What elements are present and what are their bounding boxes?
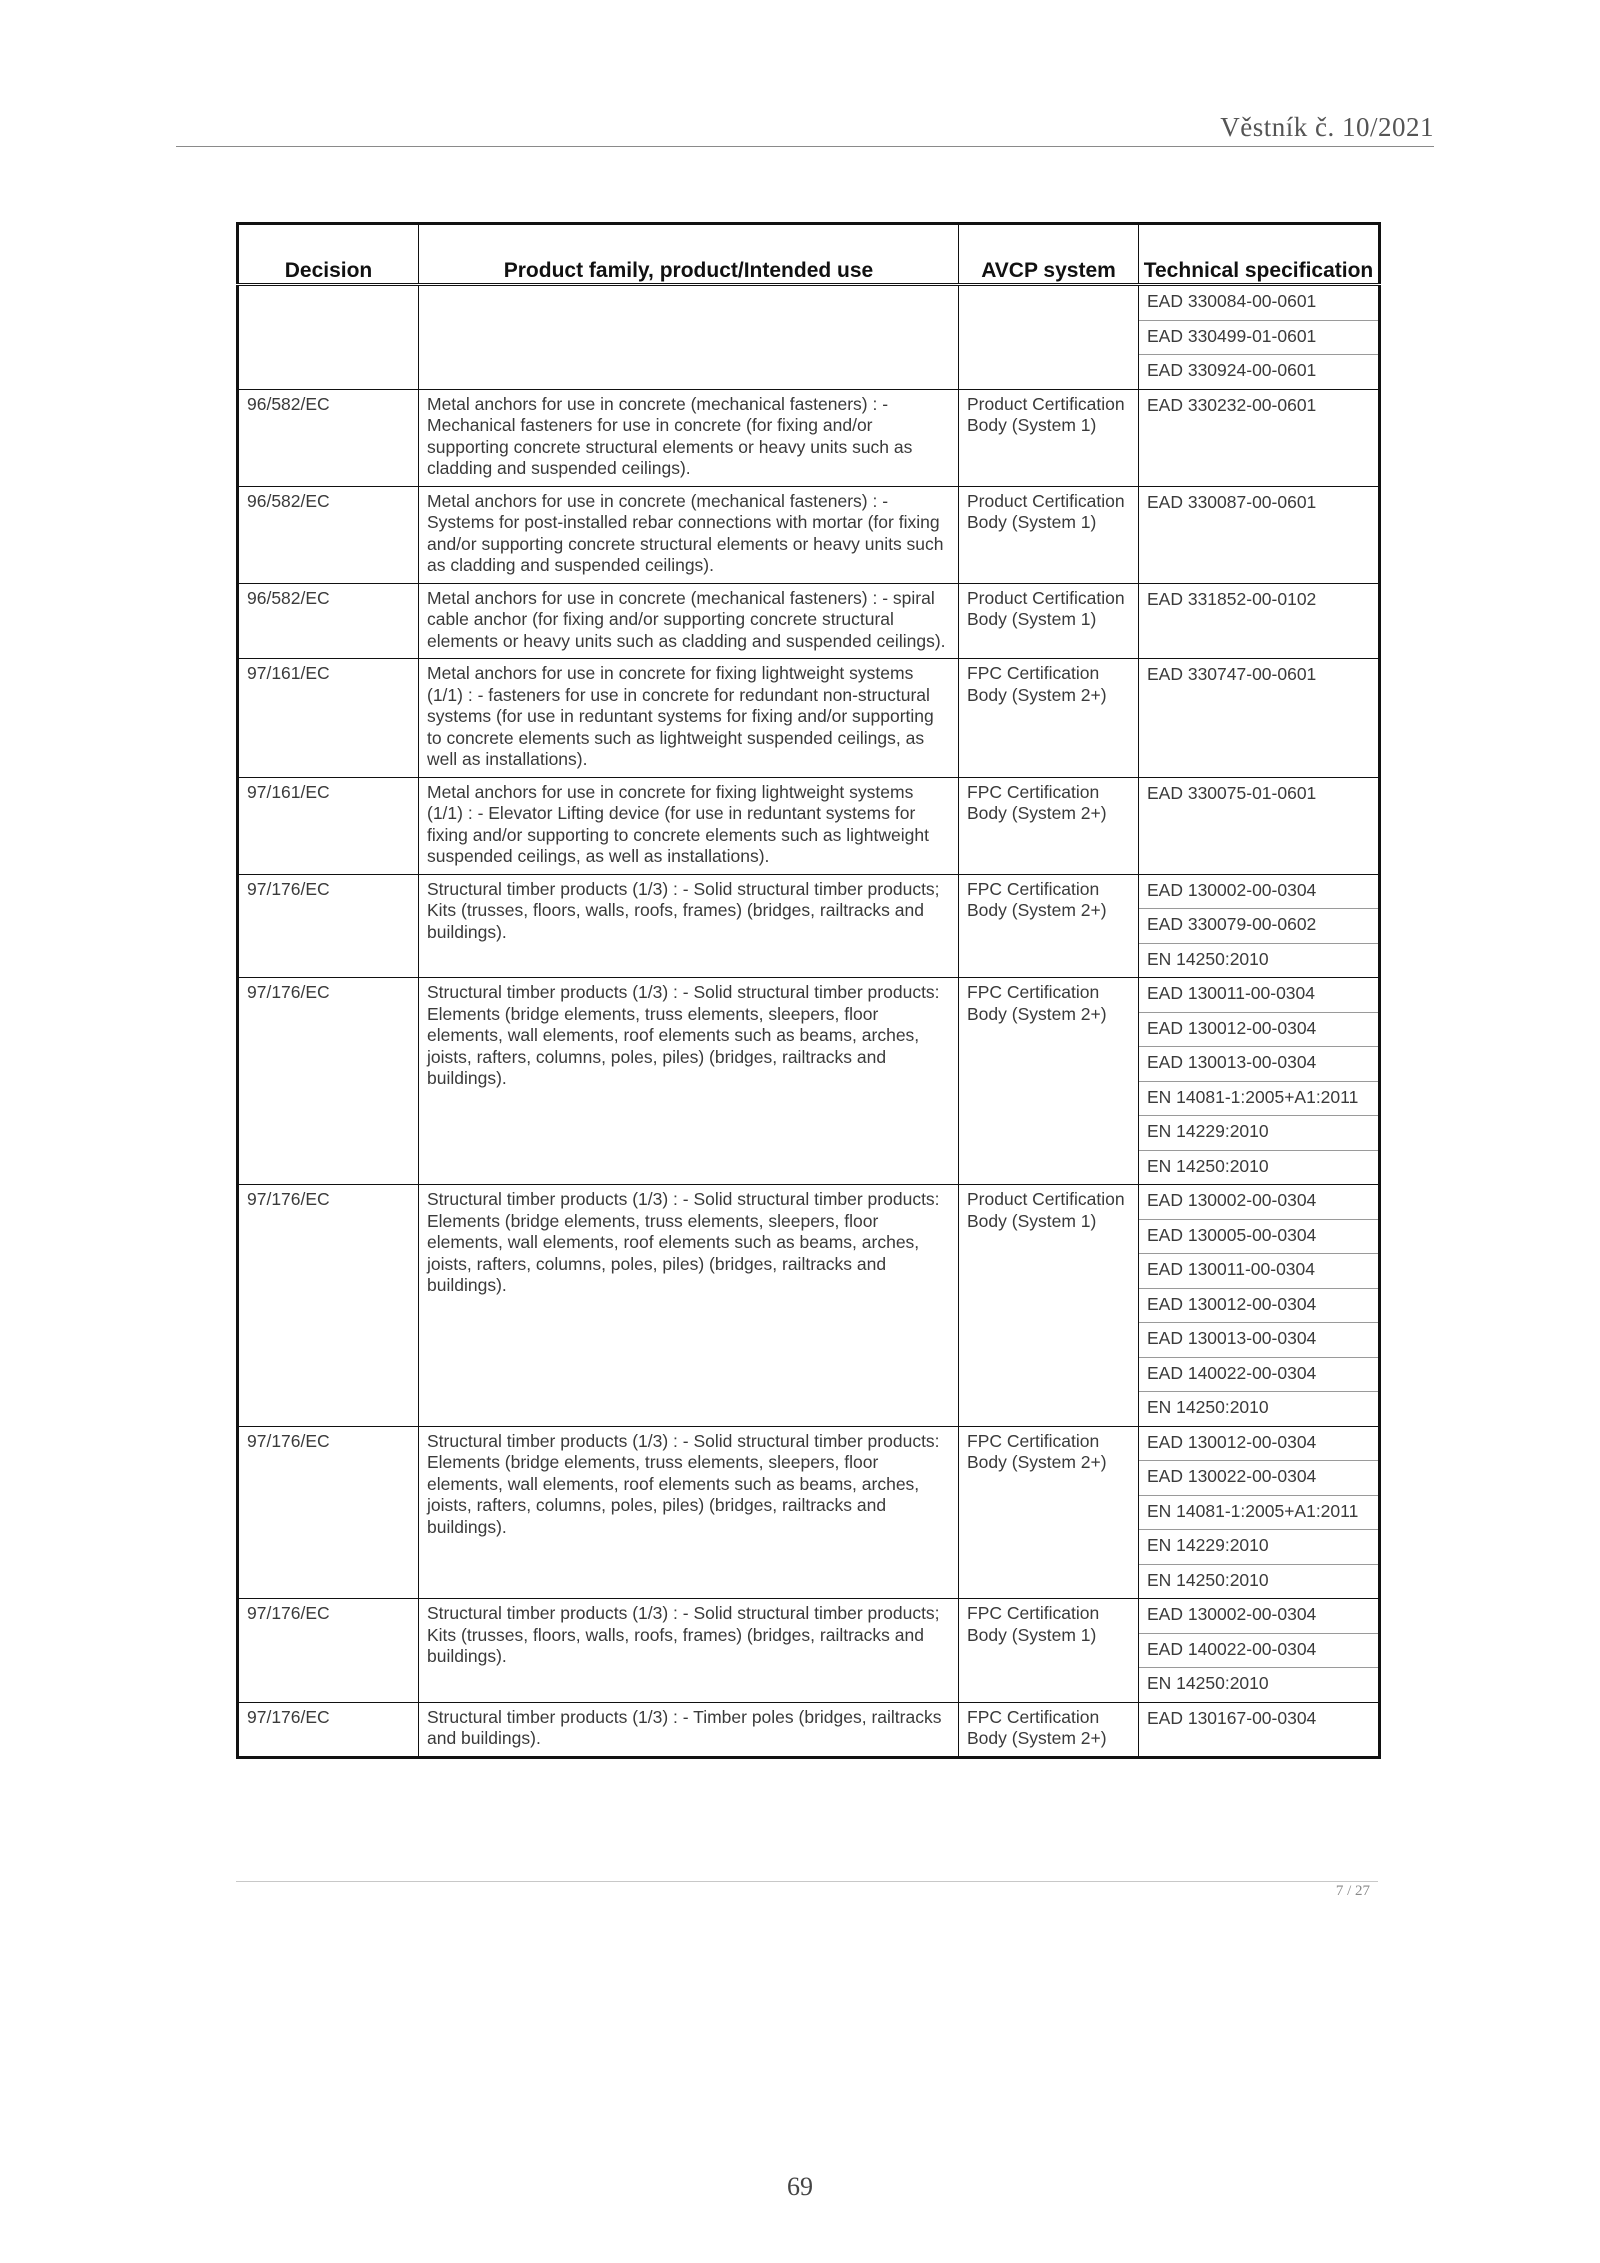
specification-table bbox=[236, 222, 1381, 1759]
product-cell: Metal anchors for use in concrete (mechanical fasteners) : - spiral cable anchor (for fixing and/or supporting concrete structural elements or heavy units such as cladding and suspended ceilings). bbox=[419, 583, 959, 659]
technical-specification-cell bbox=[1139, 389, 1380, 486]
specification-line: EAD 130013-00-0304 bbox=[1139, 1323, 1378, 1358]
table-row bbox=[238, 486, 1380, 583]
specification-line: EAD 130011-00-0304 bbox=[1139, 978, 1378, 1013]
decision-cell bbox=[238, 285, 419, 390]
technical-specification-cell bbox=[1139, 874, 1380, 978]
specification-line: EAD 330499-01-0601 bbox=[1139, 321, 1378, 356]
table-row bbox=[238, 1426, 1380, 1599]
page-fraction: 7 / 27 bbox=[1335, 1883, 1370, 1899]
technical-specification-cell bbox=[1139, 285, 1380, 390]
avcp-cell: Product Certification Body (System 1) bbox=[959, 583, 1139, 659]
specification-line: EAD 331852-00-0102 bbox=[1147, 588, 1317, 609]
running-header bbox=[176, 114, 1434, 147]
avcp-cell: FPC Certification Body (System 2+) bbox=[959, 1702, 1139, 1757]
product-cell: Metal anchors for use in concrete for fixing lightweight systems (1/1) : - fasteners for use in concrete for redundant non-structural systems (for use in reduntant systems for fixing and/or supporting to concrete elements such as lightweight suspended ceilings, as well as installations). bbox=[419, 659, 959, 778]
specification-line: EAD 140022-00-0304 bbox=[1139, 1634, 1378, 1669]
specification-line: EAD 130022-00-0304 bbox=[1139, 1461, 1378, 1496]
specification-line: EAD 330924-00-0601 bbox=[1147, 360, 1317, 380]
product-cell: Structural timber products (1/3) : - Solid structural timber products; Kits (trusses, floors, walls, roofs, frames) (bridges, railtracks and buildings). bbox=[419, 874, 959, 978]
specification-line: EN 14250:2010 bbox=[1147, 1569, 1269, 1590]
specification-line: EN 14250:2010 bbox=[1147, 948, 1269, 969]
specification-line: EN 14081-1:2005+A1:2011 bbox=[1139, 1496, 1378, 1531]
avcp-cell: FPC Certification Body (System 2+) bbox=[959, 777, 1139, 874]
table-row bbox=[238, 1702, 1380, 1757]
decision-cell: 96/582/EC bbox=[238, 486, 419, 583]
specification-line: EAD 130012-00-0304 bbox=[1139, 1013, 1378, 1048]
table-row bbox=[238, 777, 1380, 874]
product-cell: Structural timber products (1/3) : - Solid structural timber products; Kits (trusses, floors, walls, roofs, frames) (bridges, railtracks and buildings). bbox=[419, 1599, 959, 1703]
specification-line: EAD 330079-00-0602 bbox=[1139, 909, 1378, 944]
specification-line: EAD 130167-00-0304 bbox=[1147, 1707, 1317, 1728]
specification-line: EAD 130005-00-0304 bbox=[1139, 1220, 1378, 1255]
column-header-avcp: AVCP system bbox=[959, 224, 1139, 285]
table-row bbox=[238, 978, 1380, 1185]
specification-line: EAD 330087-00-0601 bbox=[1147, 491, 1317, 512]
product-cell: Metal anchors for use in concrete for fixing lightweight systems (1/1) : - Elevator Lifting device (for use in reduntant systems for fixing and/or supporting to concrete elements such as lightweight suspended ceilings, as well as installations). bbox=[419, 777, 959, 874]
product-cell bbox=[419, 285, 959, 390]
table-header-row bbox=[238, 224, 1380, 285]
specification-line: EAD 130012-00-0304 bbox=[1139, 1289, 1378, 1324]
technical-specification-cell bbox=[1139, 1599, 1380, 1703]
specification-line: EAD 140022-00-0304 bbox=[1139, 1358, 1378, 1393]
avcp-cell: FPC Certification Body (System 2+) bbox=[959, 978, 1139, 1185]
product-cell: Structural timber products (1/3) : - Solid structural timber products: Elements (bridge elements, truss elements, sleepers, floor elements, wall elements, roof elements such as beams, arches, joists, rafters, columns, poles, piles) (bridges, railtracks and buildings). bbox=[419, 978, 959, 1185]
footer-rule bbox=[236, 1881, 1378, 1882]
technical-specification-cell bbox=[1139, 583, 1380, 659]
specification-line: EN 14250:2010 bbox=[1147, 1673, 1269, 1693]
technical-specification-cell bbox=[1139, 486, 1380, 583]
technical-specification-cell bbox=[1139, 1426, 1380, 1599]
decision-cell: 97/176/EC bbox=[238, 874, 419, 978]
specification-line: EAD 330232-00-0601 bbox=[1147, 394, 1317, 415]
table-body bbox=[238, 285, 1380, 1758]
table-row bbox=[238, 659, 1380, 778]
column-header-technical-specification: Technical specification bbox=[1139, 224, 1380, 285]
decision-cell: 96/582/EC bbox=[238, 389, 419, 486]
product-cell: Structural timber products (1/3) : - Solid structural timber products: Elements (bridge elements, truss elements, sleepers, floor elements, wall elements, roof elements such as beams, arches, joists, rafters, columns, poles, piles) (bridges, railtracks and buildings). bbox=[419, 1185, 959, 1427]
column-header-decision: Decision bbox=[238, 224, 419, 285]
decision-cell: 96/582/EC bbox=[238, 583, 419, 659]
technical-specification-cell bbox=[1139, 659, 1380, 778]
avcp-cell: Product Certification Body (System 1) bbox=[959, 389, 1139, 486]
table-row bbox=[238, 285, 1380, 390]
table-row bbox=[238, 1599, 1380, 1703]
avcp-cell: Product Certification Body (System 1) bbox=[959, 1185, 1139, 1427]
specification-line: EN 14229:2010 bbox=[1139, 1116, 1378, 1151]
specification-line: EN 14250:2010 bbox=[1147, 1155, 1269, 1176]
specification-line: EAD 130002-00-0304 bbox=[1139, 1599, 1378, 1634]
technical-specification-cell bbox=[1139, 777, 1380, 874]
decision-cell: 97/161/EC bbox=[238, 659, 419, 778]
specification-line: EN 14081-1:2005+A1:2011 bbox=[1139, 1082, 1378, 1117]
column-header-product: Product family, product/Intended use bbox=[419, 224, 959, 285]
specification-line: EAD 330075-01-0601 bbox=[1147, 782, 1317, 803]
product-cell: Structural timber products (1/3) : - Solid structural timber products: Elements (bridge elements, truss elements, sleepers, floor elements, wall elements, roof elements such as beams, arches, joists, rafters, columns, poles, piles) (bridges, railtracks and buildings). bbox=[419, 1426, 959, 1599]
decision-cell: 97/176/EC bbox=[238, 1185, 419, 1427]
decision-cell: 97/176/EC bbox=[238, 978, 419, 1185]
technical-specification-cell bbox=[1139, 978, 1380, 1185]
specification-line: EAD 130002-00-0304 bbox=[1139, 875, 1378, 910]
specification-line: EAD 130011-00-0304 bbox=[1139, 1254, 1378, 1289]
specification-line: EAD 130012-00-0304 bbox=[1139, 1427, 1378, 1462]
table-row bbox=[238, 874, 1380, 978]
decision-cell: 97/176/EC bbox=[238, 1599, 419, 1703]
avcp-cell: Product Certification Body (System 1) bbox=[959, 486, 1139, 583]
specification-line: EAD 130002-00-0304 bbox=[1139, 1185, 1378, 1220]
specification-line: EAD 330747-00-0601 bbox=[1147, 664, 1317, 684]
product-cell: Metal anchors for use in concrete (mechanical fasteners) : - Mechanical fasteners for use in concrete (for fixing and/or supporting concrete structural elements or heavy units such as cladding and suspended ceilings). bbox=[419, 389, 959, 486]
table-row bbox=[238, 389, 1380, 486]
avcp-cell bbox=[959, 285, 1139, 390]
specification-line: EN 14229:2010 bbox=[1139, 1530, 1378, 1565]
technical-specification-cell bbox=[1139, 1185, 1380, 1427]
product-cell: Metal anchors for use in concrete (mechanical fasteners) : - Systems for post-installed rebar connections with mortar (for fixing and/or supporting concrete structural elements or heavy units such as cladding and suspended ceilings). bbox=[419, 486, 959, 583]
specification-line: EAD 330084-00-0601 bbox=[1139, 286, 1378, 321]
avcp-cell: FPC Certification Body (System 2+) bbox=[959, 1426, 1139, 1599]
decision-cell: 97/161/EC bbox=[238, 777, 419, 874]
table-row bbox=[238, 583, 1380, 659]
avcp-cell: FPC Certification Body (System 2+) bbox=[959, 659, 1139, 778]
decision-cell: 97/176/EC bbox=[238, 1702, 419, 1757]
product-cell: Structural timber products (1/3) : - Timber poles (bridges, railtracks and buildings). bbox=[419, 1702, 959, 1757]
technical-specification-cell bbox=[1139, 1702, 1380, 1757]
specification-line: EN 14250:2010 bbox=[1147, 1397, 1269, 1417]
avcp-cell: FPC Certification Body (System 1) bbox=[959, 1599, 1139, 1703]
journal-title: Věstník č. 10/2021 bbox=[1220, 112, 1434, 142]
page-number: 69 bbox=[787, 2172, 813, 2201]
table-row bbox=[238, 1185, 1380, 1427]
avcp-cell: FPC Certification Body (System 2+) bbox=[959, 874, 1139, 978]
specification-line: EAD 130013-00-0304 bbox=[1139, 1047, 1378, 1082]
decision-cell: 97/176/EC bbox=[238, 1426, 419, 1599]
